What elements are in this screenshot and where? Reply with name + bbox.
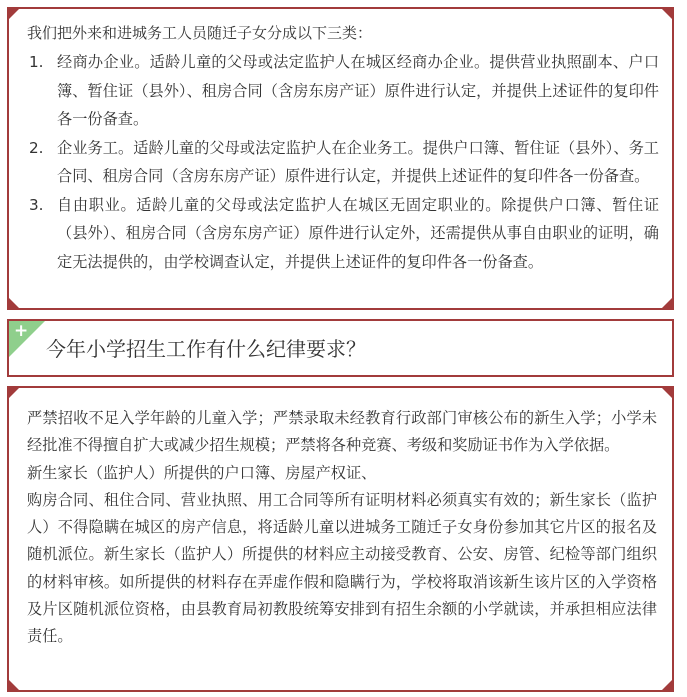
list-item — [29, 191, 659, 277]
list-item — [29, 48, 659, 134]
section-heading — [7, 319, 674, 377]
rules-box — [7, 386, 674, 692]
corner-decoration — [660, 296, 674, 310]
category-list — [29, 48, 659, 276]
plus-icon: + — [14, 321, 29, 341]
list-item-text: 自由职业。适龄儿童的父母或法定监护人在城区无固定职业的。除提供户口簿、暂住证（县外）、租房合同（含房东房产证）原件进行认定外，还需提供从事自由职业的证明，确定无法提供的，由学校调查认定，并提供上述证件的复印件各一份备查。 — [57, 195, 659, 271]
list-item-text: 企业务工。适龄儿童的父母或法定监护人在企业务工。提供户口簿、暂住证（县外）、务工合同、租房合同（含房东房产证）原件进行认定，并提供上述证件的复印件各一份备查。 — [57, 138, 659, 185]
list-number: 3. — [29, 195, 44, 214]
list-item-text: 经商办企业。适龄儿童的父母或法定监护人在城区经商办企业。提供营业执照副本、户口簿、暂住证（县外）、租房合同（含房东房产证）原件进行认定，并提供上述证件的复印件各一份备查。 — [57, 53, 659, 128]
list-item — [29, 134, 659, 191]
list-number: 2. — [29, 138, 44, 157]
corner-decoration — [7, 678, 21, 692]
corner-decoration — [660, 678, 674, 692]
categories-box — [7, 7, 674, 310]
categories-intro: 我们把外来和进城务工人员随迁子女分成以下三类： — [27, 24, 373, 42]
corner-decoration — [660, 7, 674, 21]
corner-decoration — [7, 296, 21, 310]
corner-decoration — [660, 386, 674, 400]
corner-decoration — [7, 386, 21, 400]
list-number: 1. — [29, 53, 44, 71]
paragraph: 严禁招收不足入学年龄的儿童入学；严禁录取未经教育行政部门审核公布的新生入学；小学未经批准不得擅自扩大或减少招生规模；严禁将各种竞赛、考级和奖励证书作为入学依据。 — [27, 409, 657, 455]
paragraph: 购房合同、租住合同、营业执照、用工合同等所有证明材料必须真实有效的；新生家长（监护人）不得隐瞒在城区的房产信息，将适龄儿童以进城务工随迁子女身份参加其它片区的报名及随机派位。新生家长（监护人）所提供的材料应主动接受教育、公安、房管、纪检等部门组织的材料审核。如所提供的材料存在弄虚作假和隐瞒行为，学校将取消该新生该片区的入学资格及片区随机派位资格，由县教育局初教股统筹安排到有招生余额的小学就读，并承担相应法律责任。 — [27, 490, 657, 646]
heading-title: 今年小学招生工作有什么纪律要求？ — [46, 337, 366, 361]
paragraph: 新生家长（监护人）所提供的户口簿、房屋产权证、 — [27, 463, 377, 482]
rules-text — [27, 405, 657, 651]
corner-decoration — [7, 7, 21, 21]
